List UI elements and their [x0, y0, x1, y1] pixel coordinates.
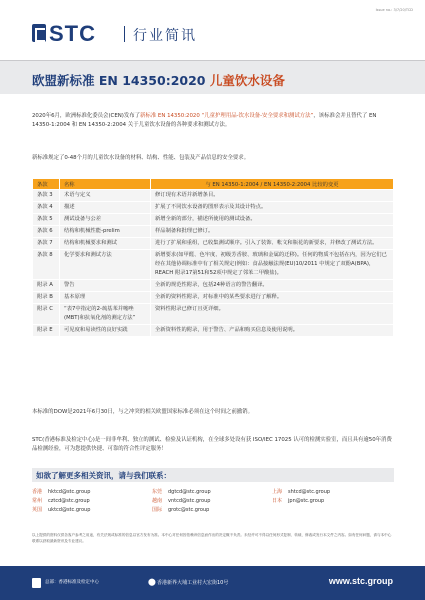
change-cell: 新增要求(如甲醛、色牢度、初级芳香胺、玻璃和金属的迁移)。任何的物质不包括在内，因为它们已经在其他协调标准中有了相关规定(例如：食品接触法规(EU)10/2011 中规定了双酚A(BPA)，REACH 附录17第51和52项中规定了邻苯二甲酸盐)。 [151, 250, 394, 280]
table-row [33, 202, 394, 214]
contact-bar [32, 468, 394, 482]
name-cell: 结构和机械性能-prelim [60, 226, 151, 238]
contact-item [272, 497, 324, 506]
table-row [33, 238, 394, 250]
headline [32, 71, 285, 89]
clause-cell: 条款 8 [33, 250, 60, 280]
change-cell: 进行了扩展和重组，已收集测试顺序。引入了装饰、帐文和瓶花的新要求，并修改了测试方法。 [151, 238, 394, 250]
table-row [33, 226, 394, 238]
dow-paragraph: 本标准的DOW是2021年6月30日，与之冲突的相关欧盟国家标准必须在这个时间之前撤销。 [32, 409, 254, 415]
table-row [33, 250, 394, 280]
change-cell: 样品制备和批理已修订。 [151, 226, 394, 238]
table-row [33, 280, 394, 292]
clause-cell: 条款 7 [33, 238, 60, 250]
scope-paragraph: 新标准规定了0-48个月的儿童饮水设备的材料、结构、性能、包装及产品信息的安全要求。 [32, 155, 250, 161]
name-cell: 化学要求和测试方法 [60, 250, 151, 280]
footer-logo-icon [32, 578, 41, 588]
contact-item [32, 488, 90, 497]
contact-city: 常州 [32, 498, 43, 504]
footer-website-link[interactable]: www.stc.group [328, 576, 393, 586]
changes-table [32, 178, 394, 337]
table-header-row [33, 179, 394, 190]
name-cell: 可见度和易读性的良好实践 [60, 325, 151, 337]
header-divider [124, 26, 125, 42]
col-clause-header: 条款 [33, 179, 60, 190]
contact-city: 日本 [272, 498, 283, 504]
change-cell: 修订现有术语并新增条目。 [151, 190, 394, 202]
change-cell: 全新的规范性附录，包括24种语言的警告翻译。 [151, 280, 394, 292]
clause-cell: 条款 4 [33, 202, 60, 214]
name-cell: 术语与定义 [60, 190, 151, 202]
newsletter-title: 行业简讯 [133, 28, 197, 44]
page-header [0, 14, 425, 50]
name-cell: 警告 [60, 280, 151, 292]
about-stc-paragraph: STC(香港标准及检定中心)是一间非牟利、独立的测试、检验及认证机构，在全球多处设有获 ISO/IEC 17025 认可的检测实验室，而且具有逾50年消费品检测经验，可为您提供快捷、可靠的符合性评定服务！ [32, 437, 392, 452]
contact-title: 如欲了解更多相关资讯，请与我们联系： [36, 471, 171, 480]
contact-email[interactable]: jpn@stc.group [288, 498, 325, 504]
contact-list [32, 488, 394, 524]
headline-band [0, 60, 425, 94]
clause-cell: 附录 B [33, 292, 60, 304]
contact-item [152, 506, 209, 515]
clause-cell: 条款 5 [33, 214, 60, 226]
table-row [33, 214, 394, 226]
contact-item [152, 497, 210, 506]
contact-city: 英国 [32, 507, 43, 513]
clause-cell: 附录 A [33, 280, 60, 292]
contact-item [32, 497, 90, 506]
contact-item [152, 488, 211, 497]
contact-email[interactable]: hktcd@stc.group [48, 489, 91, 495]
change-cell: 扩展了不同饮水设备的图形表示及其设计特点。 [151, 202, 394, 214]
change-cell: 新增全新的部分，描述所使用的测试设备。 [151, 214, 394, 226]
contact-city: 东莞 [152, 489, 163, 495]
logo-text: STC [49, 21, 96, 46]
clause-cell: 条款 3 [33, 190, 60, 202]
contact-item [272, 488, 330, 497]
contact-email[interactable]: grotc@stc.group [168, 507, 210, 513]
table-row [33, 304, 394, 325]
contact-item [32, 506, 90, 515]
contact-email[interactable]: vntcd@stc.group [168, 498, 211, 504]
stc-logo-icon [32, 24, 46, 42]
disclaimer: 以上提供的资料仅供各客户参考之用途，有关法规或标准的信息以官方发布为准。本中心对任何因依赖该信息而作出的决定概不负责。未经许可不得以任何形式复制、转载、修改或发行本文件之内容。如有任何问题，请与本中心联系以获取最新资讯及专业建议。 [32, 533, 392, 543]
intro-text-a: 2020年6月，欧洲标准化委员会(CEN)发布了 [32, 113, 141, 119]
contact-email[interactable]: dgtcd@stc.group [168, 489, 211, 495]
headline-prefix: 欧盟新标准 EN 14350:2020 [32, 73, 210, 88]
name-cell: 结构和机械要求和测试 [60, 238, 151, 250]
clause-cell: 附录 E [33, 325, 60, 337]
contact-city: 上海 [272, 489, 283, 495]
intro-paragraph [32, 112, 394, 130]
name-cell: 基本原理 [60, 292, 151, 304]
table-row [33, 292, 394, 304]
change-cell: 全新资料性的附录，用于警告、产品和购买信息及使用说明。 [151, 325, 394, 337]
footer-headquarters: 总部：香港标准及检定中心 [45, 580, 99, 585]
clause-cell: 条款 6 [33, 226, 60, 238]
name-cell: 描述 [60, 202, 151, 214]
page-footer [0, 566, 425, 600]
contact-email[interactable]: shtcd@stc.group [288, 489, 331, 495]
contact-email[interactable]: cztcd@stc.group [48, 498, 90, 504]
location-pin-icon: ⬤ [148, 578, 156, 586]
headline-highlight: 儿童饮水设备 [209, 73, 285, 88]
change-cell: 全新的资料性附录，对标准中的某些要求进行了解释。 [151, 292, 394, 304]
intro-standard-highlight: 新标准 EN 14350:2020 “儿童护理用品-饮水设备-安全要求和测试方法” [140, 113, 314, 119]
contact-city: 香港 [32, 489, 43, 495]
intro-text-b: ，该标准会并且替代了 EN 14350-1:2004 和 EN 14350-2:2004 关于儿童饮水设备的各种要求和测试方法。 [32, 113, 377, 128]
col-change-header: 与 EN 14350-1:2004 / EN 14350-2:2004 比较的变更 [151, 179, 394, 190]
contact-city: 国际 [152, 507, 163, 513]
table-row [33, 325, 394, 337]
issue-number: Issue no.: 3/7/20/TCD [375, 8, 413, 12]
name-cell: 测试设备与公差 [60, 214, 151, 226]
contact-city: 越南 [152, 498, 163, 504]
footer-address: 香港新界大埔工业村大宏街10号 [157, 580, 229, 586]
col-name-header: 名称 [60, 179, 151, 190]
clause-cell: 附录 C [33, 304, 60, 325]
contact-email[interactable]: uktcd@stc.group [48, 507, 91, 513]
table-row [33, 190, 394, 202]
name-cell: “表7中指定的2-巯基苯并噻唑(MBT)和抗氧化剂的测定方法” [60, 304, 151, 325]
change-cell: 资料性附录已修订且更详细。 [151, 304, 394, 325]
